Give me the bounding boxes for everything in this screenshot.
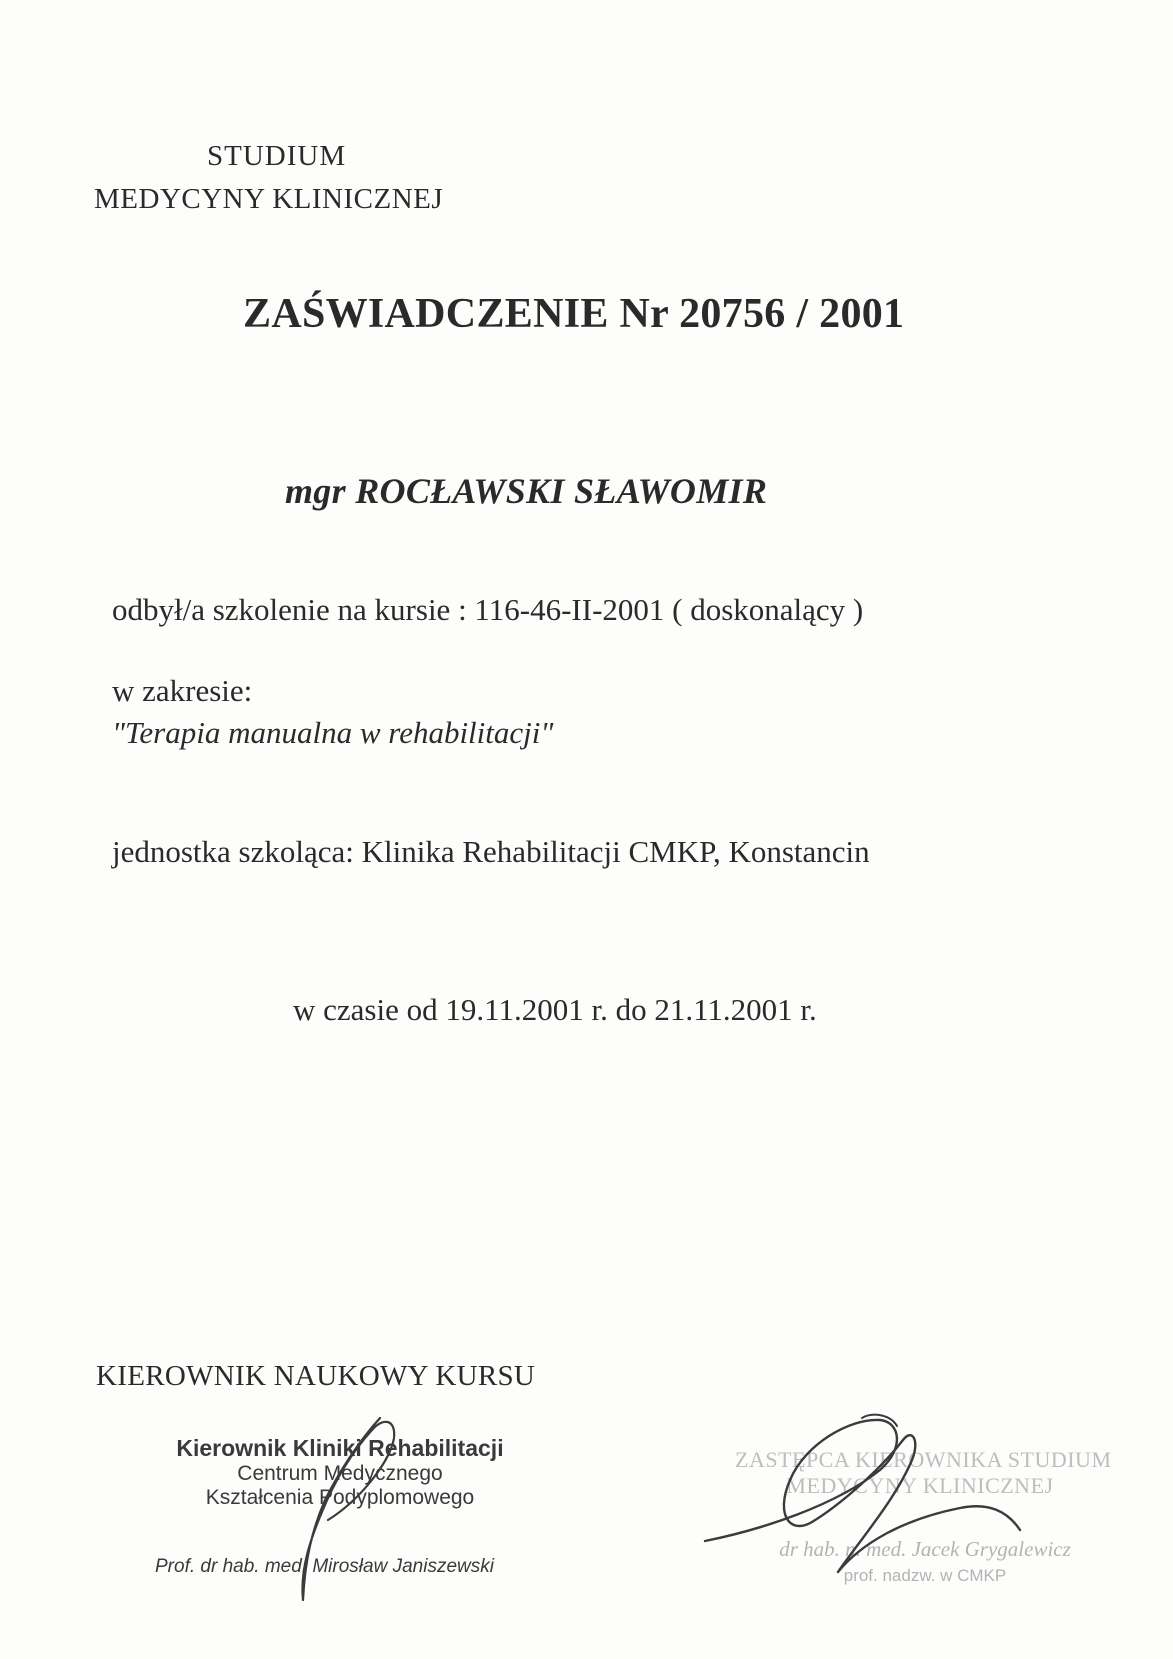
scope-label: w zakresie: <box>112 673 253 708</box>
certificate-title: ZAŚWIADCZENIE Nr 20756 / 2001 <box>243 291 905 337</box>
right-stamp-line-1: ZASTĘPCA KIEROWNIKA STUDIUM <box>735 1447 1112 1472</box>
right-stamp-signatory: dr hab. n. med. Jacek Grygalewicz <box>779 1537 1071 1561</box>
course-period-line: w czasie od 19.11.2001 r. do 21.11.2001 r. <box>293 992 817 1027</box>
institution-line-1: STUDIUM <box>207 140 347 172</box>
scope-value: "Terapia manualna w rehabilitacji" <box>112 715 554 750</box>
left-stamp-line-2: Centrum Medycznego <box>237 1462 443 1485</box>
left-stamp-signatory: Prof. dr hab. med. Mirosław Janiszewski <box>155 1556 494 1577</box>
recipient-name: mgr ROCŁAWSKI SŁAWOMIR <box>285 471 768 511</box>
training-unit-line: jednostka szkoląca: Klinika Rehabilitacji CMKP, Konstancin <box>112 834 870 869</box>
course-line: odbył/a szkolenie na kursie : 116-46-II-2001 ( doskonalący ) <box>112 592 864 627</box>
left-stamp-line-3: Kształcenia Podyplomowego <box>205 1486 475 1509</box>
left-stamp-line-1: Kierownik Kliniki Rehabilitacji <box>176 1435 504 1461</box>
right-stamp-line-2: MEDYCYNY KLINICZNEJ <box>786 1473 1054 1498</box>
right-stamp-title: prof. nadzw. w CMKP <box>843 1566 1007 1585</box>
director-heading: KIEROWNIK NAUKOWY KURSU <box>96 1360 536 1392</box>
left-signature-stroke <box>302 1418 394 1600</box>
institution-line-2: MEDYCYNY KLINICZNEJ <box>94 183 444 215</box>
right-signature-stroke <box>705 1420 1020 1572</box>
